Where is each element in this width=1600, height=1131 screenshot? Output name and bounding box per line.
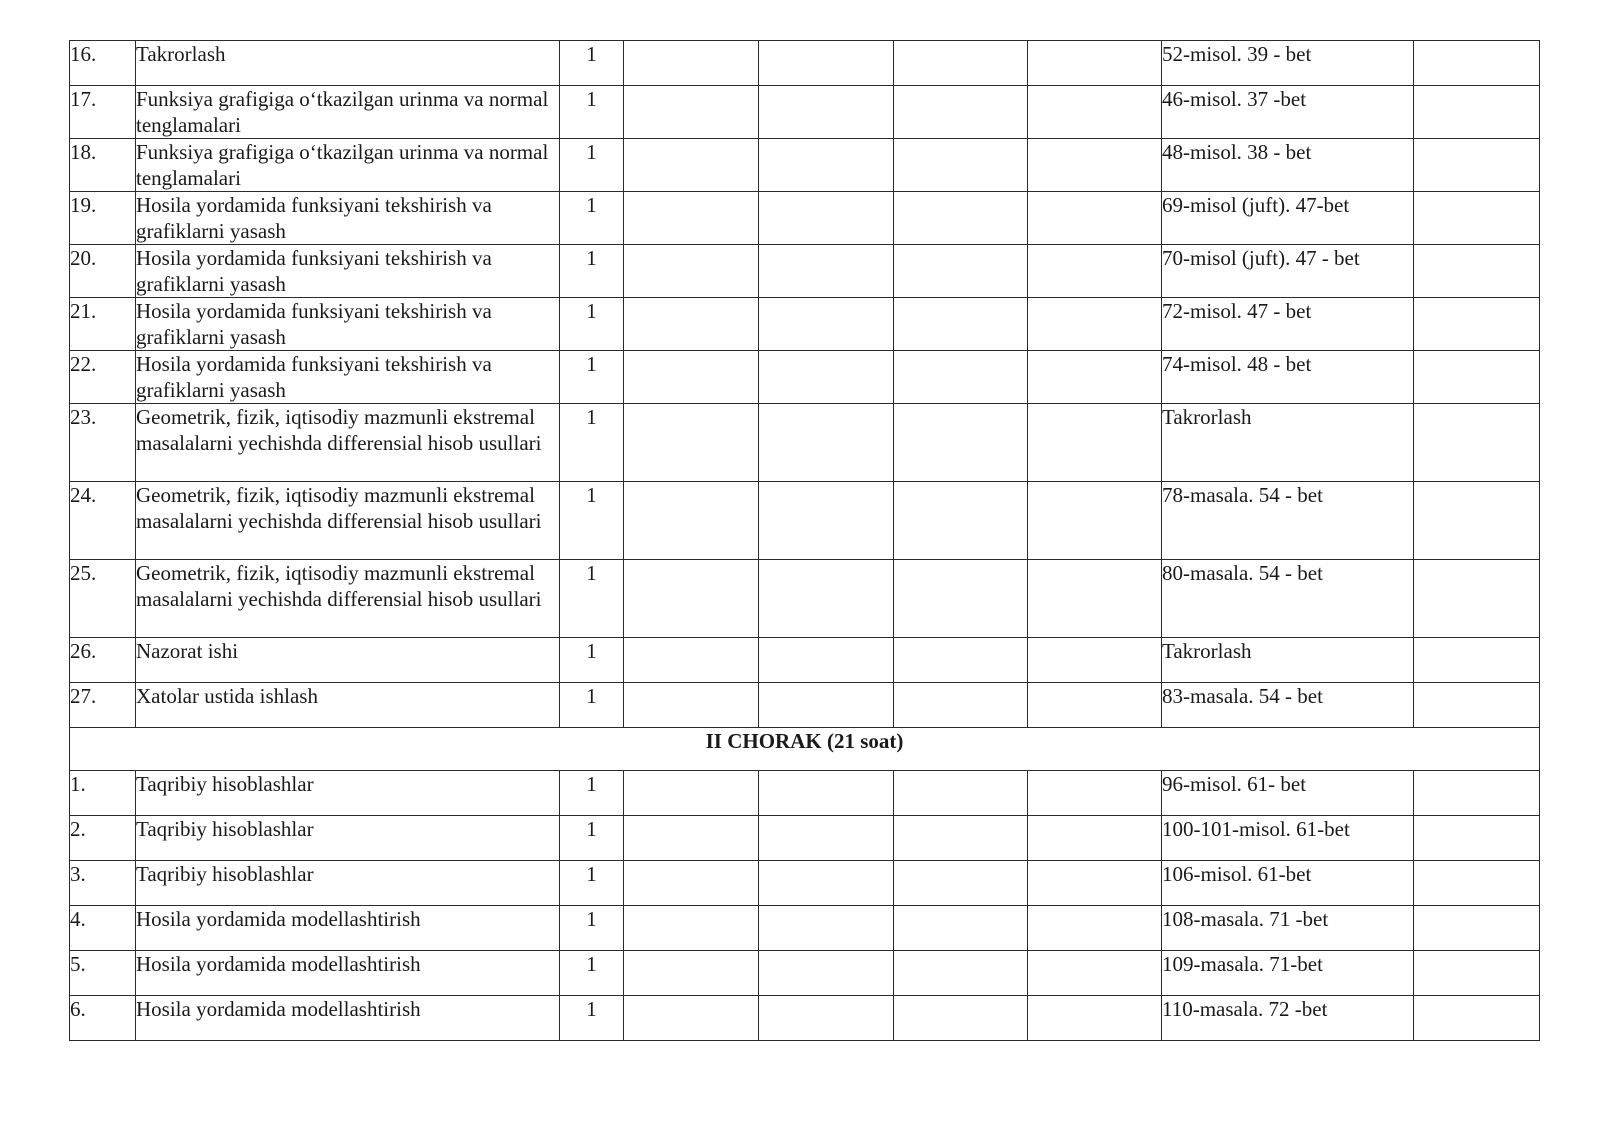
lesson-topic: Geometrik, fizik, iqtisodiy mazmunli ekstremal masalalarni yechishda differensial hisob usullari [136,404,560,482]
empty-cell [1028,861,1162,906]
empty-cell [624,560,759,638]
table-row [70,482,1540,560]
lesson-number: 1. [70,771,136,816]
table-row [70,245,1540,298]
lesson-topic: Takrorlash [136,41,560,86]
empty-cell [624,771,759,816]
empty-cell [1028,298,1162,351]
lesson-topic: Hosila yordamida modellashtirish [136,906,560,951]
lesson-homework: Takrorlash [1162,404,1414,482]
empty-cell [1414,192,1540,245]
lesson-hours: 1 [560,683,624,728]
empty-cell [759,41,894,86]
lesson-homework: 80-masala. 54 - bet [1162,560,1414,638]
table-row [70,404,1540,482]
empty-cell [624,192,759,245]
lesson-topic: Hosila yordamida funksiyani tekshirish va grafiklarni yasash [136,351,560,404]
table-row [70,298,1540,351]
empty-cell [1028,192,1162,245]
table-row [70,41,1540,86]
empty-cell [1028,482,1162,560]
table-row [70,816,1540,861]
lesson-number: 25. [70,560,136,638]
lesson-number: 23. [70,404,136,482]
empty-cell [1414,638,1540,683]
empty-cell [624,298,759,351]
lesson-topic: Taqribiy hisoblashlar [136,771,560,816]
lesson-topic: Hosila yordamida modellashtirish [136,996,560,1041]
empty-cell [624,482,759,560]
lesson-number: 21. [70,298,136,351]
table-row [70,861,1540,906]
empty-cell [624,245,759,298]
lesson-hours: 1 [560,139,624,192]
table-row [70,771,1540,816]
lesson-hours: 1 [560,351,624,404]
lesson-homework: 74-misol. 48 - bet [1162,351,1414,404]
empty-cell [1414,139,1540,192]
empty-cell [759,816,894,861]
empty-cell [1414,683,1540,728]
empty-cell [894,996,1028,1041]
lesson-number: 24. [70,482,136,560]
empty-cell [759,192,894,245]
empty-cell [1414,86,1540,139]
empty-cell [1028,351,1162,404]
table-row [70,638,1540,683]
lesson-number: 16. [70,41,136,86]
empty-cell [759,683,894,728]
lesson-topic: Hosila yordamida funksiyani tekshirish va grafiklarni yasash [136,298,560,351]
lesson-plan-table [69,40,1540,1041]
empty-cell [1414,906,1540,951]
empty-cell [624,139,759,192]
empty-cell [759,906,894,951]
lesson-topic: Hosila yordamida funksiyani tekshirish va grafiklarni yasash [136,192,560,245]
lesson-number: 18. [70,139,136,192]
empty-cell [894,298,1028,351]
empty-cell [894,86,1028,139]
lesson-homework: 48-misol. 38 - bet [1162,139,1414,192]
section-title: II CHORAK (21 soat) [70,728,1540,771]
empty-cell [1414,816,1540,861]
table-row [70,906,1540,951]
empty-cell [894,951,1028,996]
table-row [70,192,1540,245]
section-header-row [70,728,1540,771]
empty-cell [1028,771,1162,816]
lesson-hours: 1 [560,245,624,298]
lesson-topic: Taqribiy hisoblashlar [136,816,560,861]
lesson-homework: 100-101-misol. 61-bet [1162,816,1414,861]
lesson-number: 6. [70,996,136,1041]
empty-cell [624,951,759,996]
empty-cell [759,560,894,638]
empty-cell [624,816,759,861]
lesson-hours: 1 [560,861,624,906]
lesson-homework: 108-masala. 71 -bet [1162,906,1414,951]
empty-cell [1028,906,1162,951]
lesson-number: 27. [70,683,136,728]
lesson-hours: 1 [560,560,624,638]
lesson-homework: 70-misol (juft). 47 - bet [1162,245,1414,298]
lesson-topic: Hosila yordamida funksiyani tekshirish va grafiklarni yasash [136,245,560,298]
lesson-number: 5. [70,951,136,996]
empty-cell [759,951,894,996]
lesson-hours: 1 [560,816,624,861]
lesson-hours: 1 [560,41,624,86]
empty-cell [759,351,894,404]
table-row [70,351,1540,404]
empty-cell [1414,351,1540,404]
empty-cell [1028,139,1162,192]
empty-cell [1028,816,1162,861]
lesson-homework: 52-misol. 39 - bet [1162,41,1414,86]
empty-cell [894,861,1028,906]
empty-cell [624,404,759,482]
lesson-homework: 46-misol. 37 -bet [1162,86,1414,139]
empty-cell [624,86,759,139]
empty-cell [894,192,1028,245]
empty-cell [759,996,894,1041]
lesson-homework: 109-masala. 71-bet [1162,951,1414,996]
empty-cell [894,906,1028,951]
lesson-homework: 69-misol (juft). 47-bet [1162,192,1414,245]
lesson-homework: 110-masala. 72 -bet [1162,996,1414,1041]
table-row [70,683,1540,728]
empty-cell [759,861,894,906]
lesson-topic: Nazorat ishi [136,638,560,683]
lesson-topic: Taqribiy hisoblashlar [136,861,560,906]
lesson-topic: Xatolar ustida ishlash [136,683,560,728]
lesson-number: 3. [70,861,136,906]
table-row [70,996,1540,1041]
lesson-homework: 106-misol. 61-bet [1162,861,1414,906]
empty-cell [894,638,1028,683]
table-row [70,951,1540,996]
lesson-hours: 1 [560,638,624,683]
lesson-homework: Takrorlash [1162,638,1414,683]
empty-cell [894,41,1028,86]
lesson-number: 2. [70,816,136,861]
lesson-number: 26. [70,638,136,683]
lesson-hours: 1 [560,482,624,560]
empty-cell [759,86,894,139]
lesson-number: 19. [70,192,136,245]
lesson-hours: 1 [560,86,624,139]
empty-cell [1414,951,1540,996]
lesson-homework: 78-masala. 54 - bet [1162,482,1414,560]
empty-cell [1028,951,1162,996]
empty-cell [624,41,759,86]
empty-cell [894,482,1028,560]
empty-cell [624,683,759,728]
empty-cell [759,482,894,560]
empty-cell [1414,298,1540,351]
empty-cell [759,245,894,298]
lesson-topic: Hosila yordamida modellashtirish [136,951,560,996]
lesson-number: 20. [70,245,136,298]
lesson-topic: Geometrik, fizik, iqtisodiy mazmunli ekstremal masalalarni yechishda differensial hisob usullari [136,560,560,638]
empty-cell [1028,638,1162,683]
table-row [70,560,1540,638]
empty-cell [1414,41,1540,86]
lesson-hours: 1 [560,906,624,951]
empty-cell [1028,404,1162,482]
lesson-hours: 1 [560,192,624,245]
empty-cell [759,638,894,683]
table-row [70,86,1540,139]
empty-cell [894,139,1028,192]
empty-cell [759,298,894,351]
lesson-hours: 1 [560,996,624,1041]
empty-cell [1414,996,1540,1041]
empty-cell [1028,683,1162,728]
empty-cell [759,404,894,482]
empty-cell [894,245,1028,298]
empty-cell [894,560,1028,638]
empty-cell [624,906,759,951]
empty-cell [1028,560,1162,638]
empty-cell [759,771,894,816]
empty-cell [1028,996,1162,1041]
empty-cell [624,861,759,906]
lesson-homework: 72-misol. 47 - bet [1162,298,1414,351]
lesson-number: 4. [70,906,136,951]
lesson-topic: Geometrik, fizik, iqtisodiy mazmunli ekstremal masalalarni yechishda differensial hisob usullari [136,482,560,560]
lesson-hours: 1 [560,771,624,816]
empty-cell [894,771,1028,816]
lesson-number: 22. [70,351,136,404]
empty-cell [624,351,759,404]
lesson-hours: 1 [560,298,624,351]
empty-cell [624,638,759,683]
lesson-number: 17. [70,86,136,139]
empty-cell [894,683,1028,728]
lesson-homework: 83-masala. 54 - bet [1162,683,1414,728]
empty-cell [759,139,894,192]
empty-cell [1414,560,1540,638]
empty-cell [1414,482,1540,560]
lesson-hours: 1 [560,404,624,482]
lesson-homework: 96-misol. 61- bet [1162,771,1414,816]
lesson-topic: Funksiya grafigiga o‘tkazilgan urinma va normal tenglamalari [136,139,560,192]
empty-cell [1028,245,1162,298]
empty-cell [624,996,759,1041]
lesson-topic: Funksiya grafigiga o‘tkazilgan urinma va normal tenglamalari [136,86,560,139]
table-row [70,139,1540,192]
empty-cell [1414,245,1540,298]
lesson-hours: 1 [560,951,624,996]
empty-cell [1414,404,1540,482]
empty-cell [894,404,1028,482]
empty-cell [1028,41,1162,86]
empty-cell [894,816,1028,861]
empty-cell [894,351,1028,404]
empty-cell [1414,861,1540,906]
empty-cell [1028,86,1162,139]
empty-cell [1414,771,1540,816]
